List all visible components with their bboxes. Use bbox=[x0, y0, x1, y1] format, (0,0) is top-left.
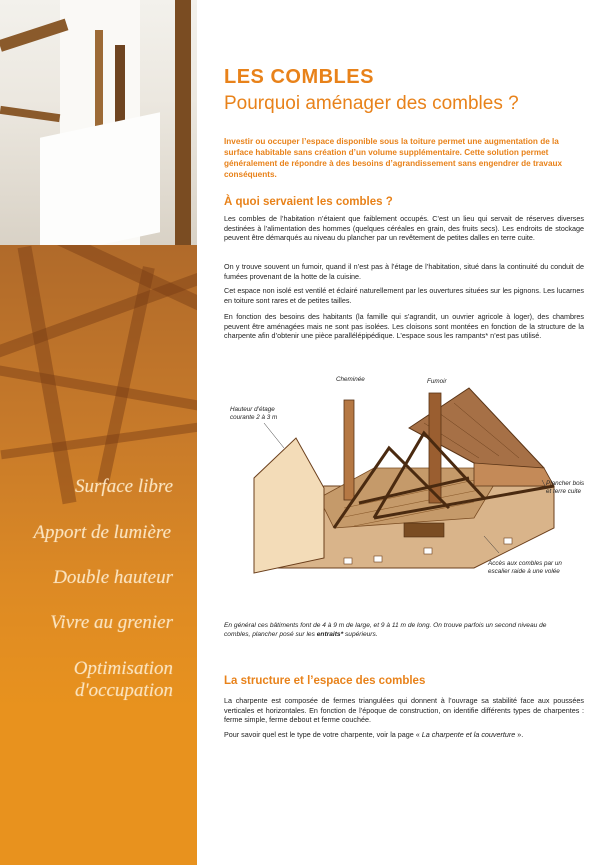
label-chimney: Cheminée bbox=[336, 376, 365, 383]
page-title: LES COMBLES bbox=[224, 66, 374, 88]
label-height: Hauteur d’étage courante 2 à 3 m bbox=[230, 406, 278, 421]
feature-apport-lumiere: Apport de lumière bbox=[33, 522, 171, 543]
feature-vivre-grenier: Vivre au grenier bbox=[50, 612, 173, 633]
feature-optimisation-line2: d'occupation bbox=[75, 680, 173, 701]
section2-p2-start: Pour savoir quel est le type de votre charpente, voir la page « bbox=[224, 730, 420, 739]
section1-paragraph-2: On y trouve souvent un fumoir, quand il n’est pas à l’étage de l’habitation, situé dans la continuité du conduit de fumées provenant de la hotte de la cuisine. bbox=[224, 262, 584, 281]
attic-photo bbox=[0, 0, 197, 245]
main-content bbox=[197, 0, 609, 865]
feature-optimisation-line1: Optimisation bbox=[73, 658, 173, 679]
caption-end: supérieurs. bbox=[344, 631, 378, 639]
section2-heading: La structure et l’espace des combles bbox=[224, 675, 426, 687]
roof-frame-photo bbox=[0, 245, 197, 865]
caption-bold: entraits* bbox=[316, 631, 344, 639]
section2-p2-end: ». bbox=[517, 730, 524, 739]
caption-text: En général ces bâtiments font de 4 à 9 m de large, et 9 à 11 m de long. On trouve parfois un second niveau de combles, plancher posé sur les bbox=[224, 622, 547, 639]
section2-paragraph-1: La charpente est composée de fermes triangulées qui donnent à l’ouvrage sa stabilité face aux poussées verticales et horizontales. En fonction de l’époque de construction, on identifie différents types de charpentes : ferme simple, ferme debout et ferme couchée. bbox=[224, 696, 584, 725]
label-smoker: Fumoir bbox=[427, 378, 447, 385]
section1-paragraph-4: En fonction des besoins des habitants (la famille qui s’agrandit, un ouvrier agricole à loger), des chambres peuvent être aménagées mais ne sont pas isolées. Les cloisons sont montées en fonction de la structure de la charpente afin d’obtenir une pièce parallélépipédique. L’espace sous les rampants* n’est pas utilisé. bbox=[224, 312, 584, 341]
page-subtitle: Pourquoi aménager des combles ? bbox=[224, 93, 519, 114]
sidebar bbox=[0, 0, 197, 865]
feature-double-hauteur: Double hauteur bbox=[53, 567, 173, 588]
diagram-caption bbox=[224, 621, 554, 640]
section2-p2-ref: La charpente et la couverture bbox=[421, 730, 516, 739]
attic-diagram bbox=[224, 368, 584, 608]
section1-paragraph-3: Cet espace non isolé est ventilé et éclairé naturellement par les ouvertures situées sur les pignons. Les lucarnes en toiture sont rares et de petites tailles. bbox=[224, 286, 584, 305]
label-floor: Plancher bois et terre cuite bbox=[546, 480, 585, 495]
feature-surface-libre: Surface libre bbox=[75, 476, 173, 497]
intro-paragraph: Investir ou occuper l’espace disponible sous la toiture permet une augmentation de la surface habitable sans création d’un volume supplémentaire. Cette solution permet généralement de répondre à des besoins d’agrandissement sans engendrer de travaux conséquents. bbox=[224, 137, 563, 179]
section2-paragraph-2 bbox=[224, 730, 584, 740]
section1-paragraph-1: Les combles de l’habitation n’étaient que faiblement occupés. C’est un lieu qui servait de réserves diverses destinées à l’alimentation des hommes (quelques céréales en grain, des fruits secs). Les endroits de stockage peuvent être démarqués au niveau du plancher par un revêtement de petites dalles en terre cuite. bbox=[224, 214, 584, 243]
section1-heading: À quoi servaient les combles ? bbox=[224, 196, 393, 208]
label-access: Accès aux combles par un escalier raide à une volée bbox=[488, 560, 562, 575]
